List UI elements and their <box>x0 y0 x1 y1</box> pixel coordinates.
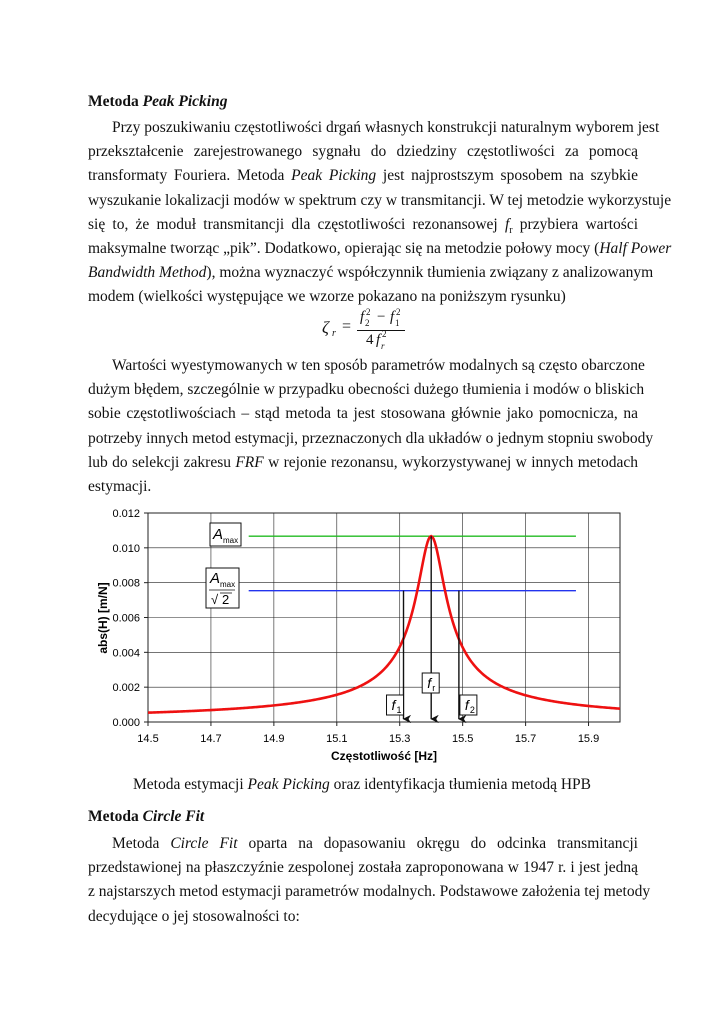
y-tick-label: 0.000 <box>112 717 140 729</box>
label-sub: 2 <box>469 705 475 715</box>
text-line: Metoda Circle Fit oparta na dopasowaniu okręgu do odcinka transmitancji <box>112 835 638 852</box>
heading-italic: Peak Picking <box>142 93 228 110</box>
text-line: dużym błędem, szczególnie w przypadku obecności dużego tłumienia i modów o bliskich <box>88 381 645 399</box>
text-line: modem (wielkości występujące we wzorze pokazano na poniższym rysunku) <box>88 288 566 306</box>
amax-label <box>210 523 241 546</box>
paragraph-peak-picking-intro <box>88 116 672 310</box>
amax-sqrt2-label <box>206 568 239 608</box>
y-tick-label: 0.008 <box>112 577 140 590</box>
x-tick-label: 15.7 <box>514 733 537 745</box>
fraction-bar <box>357 330 405 331</box>
text-line: lub do selekcji zakresu FRF w rejonie rezonansu, wykorzystywanej w innych metodach <box>88 453 638 471</box>
x-tick-label: 14.9 <box>263 733 285 745</box>
y-axis-label: abs(H) [m/N] <box>96 582 110 654</box>
label-f: f <box>427 675 432 691</box>
y-tick-label: 0.006 <box>112 612 140 625</box>
text-line: przekształcenie zarejestrowanego sygnału do dziedziny częstotliwości za pomocą <box>88 143 638 161</box>
label-f: f <box>391 697 396 713</box>
text-line: Bandwidth Method), można wyznaczyć współczynnik tłumienia związany z analizowanym <box>88 264 654 282</box>
y-tick-label: 0.002 <box>112 682 140 695</box>
label-sub: max <box>220 580 236 589</box>
fr-label <box>422 673 439 693</box>
paragraph-circle-fit <box>88 832 651 929</box>
label-a: A <box>213 526 224 543</box>
heading-prefix: Metoda <box>88 93 143 110</box>
label-a: A <box>210 570 221 587</box>
section-heading-circle-fit <box>88 808 204 826</box>
x-tick-label: 15.1 <box>326 733 348 745</box>
paragraph-peak-picking-limitations <box>88 354 654 499</box>
text-line: z najstarszych metod estymacji parametrów modalnych. Podstawowe założenia tej metody <box>88 883 651 901</box>
y-tick-label: 0.012 <box>112 508 140 520</box>
text-line: transformaty Fouriera. Metoda Peak Picking jest najprostszym sposobem na szybkie <box>88 167 638 185</box>
label-sqrt-num: 2 <box>222 592 230 607</box>
label-sub: r <box>432 683 436 693</box>
text-line: decydujące o jej stosowalności to: <box>88 907 300 925</box>
text-line: się to, że moduł transmitancji dla częstotliwości rezonansowej $f_r$ przybiera wartości <box>88 215 639 236</box>
x-tick-label: 15.9 <box>577 733 600 745</box>
damping-formula: ζ r = f 2 2 − f 1 2 4 f r 2 <box>322 307 422 351</box>
y-tick-label: 0.004 <box>112 647 140 660</box>
text-line: Wartości wyestymowanych w ten sposób parametrów modalnych są często obarczone <box>112 357 645 374</box>
figure-caption: Metoda estymacji Peak Picking oraz identyfikacja tłumienia metodą HPB <box>133 776 591 793</box>
label-sub: max <box>223 536 239 545</box>
label-f: f <box>464 697 469 713</box>
x-tick-label: 15.3 <box>389 733 411 745</box>
x-tick-label: 14.7 <box>200 733 222 745</box>
y-tick-label: 0.010 <box>112 542 140 555</box>
f1-label <box>387 695 404 715</box>
f2-label <box>460 695 477 715</box>
text-line: sobie częstotliwościach – stąd metoda ta jest stosowana głównie jako pomocnicza, na <box>88 405 638 423</box>
text-line: estymacji. <box>88 477 152 495</box>
x-tick-label: 14.5 <box>137 733 159 745</box>
text-line: przedstawionej na płaszczyźnie zespolonej została zaproponowana w 1947 r. i jest jedną <box>88 859 638 877</box>
text-line: potrzeby innych metod estymacji, przeznaczonych dla układów o jednym stopniu swobody <box>88 429 654 447</box>
text-line: maksymalne tworząc „pik”. Dodatkowo, opierając się na metodzie połowy mocy (Half Power <box>88 239 672 257</box>
section-heading-peak-picking <box>88 93 227 111</box>
heading-italic: Circle Fit <box>142 808 205 825</box>
x-axis-label: Częstotliwość [Hz] <box>330 749 438 763</box>
text-line: wyszukanie lokalizacji modów w spektrum czy w transmitancji. W tej metodzie wykorzystuje <box>88 191 672 209</box>
label-sqrt: √ <box>211 592 219 607</box>
peak-picking-chart <box>80 500 640 770</box>
heading-prefix: Metoda <box>88 808 143 825</box>
label-sub: 1 <box>396 705 402 715</box>
text-line: Przy poszukiwaniu częstotliwości drgań własnych konstrukcji naturalnym wyborem jest <box>112 119 660 136</box>
x-tick-label: 15.5 <box>451 733 474 745</box>
